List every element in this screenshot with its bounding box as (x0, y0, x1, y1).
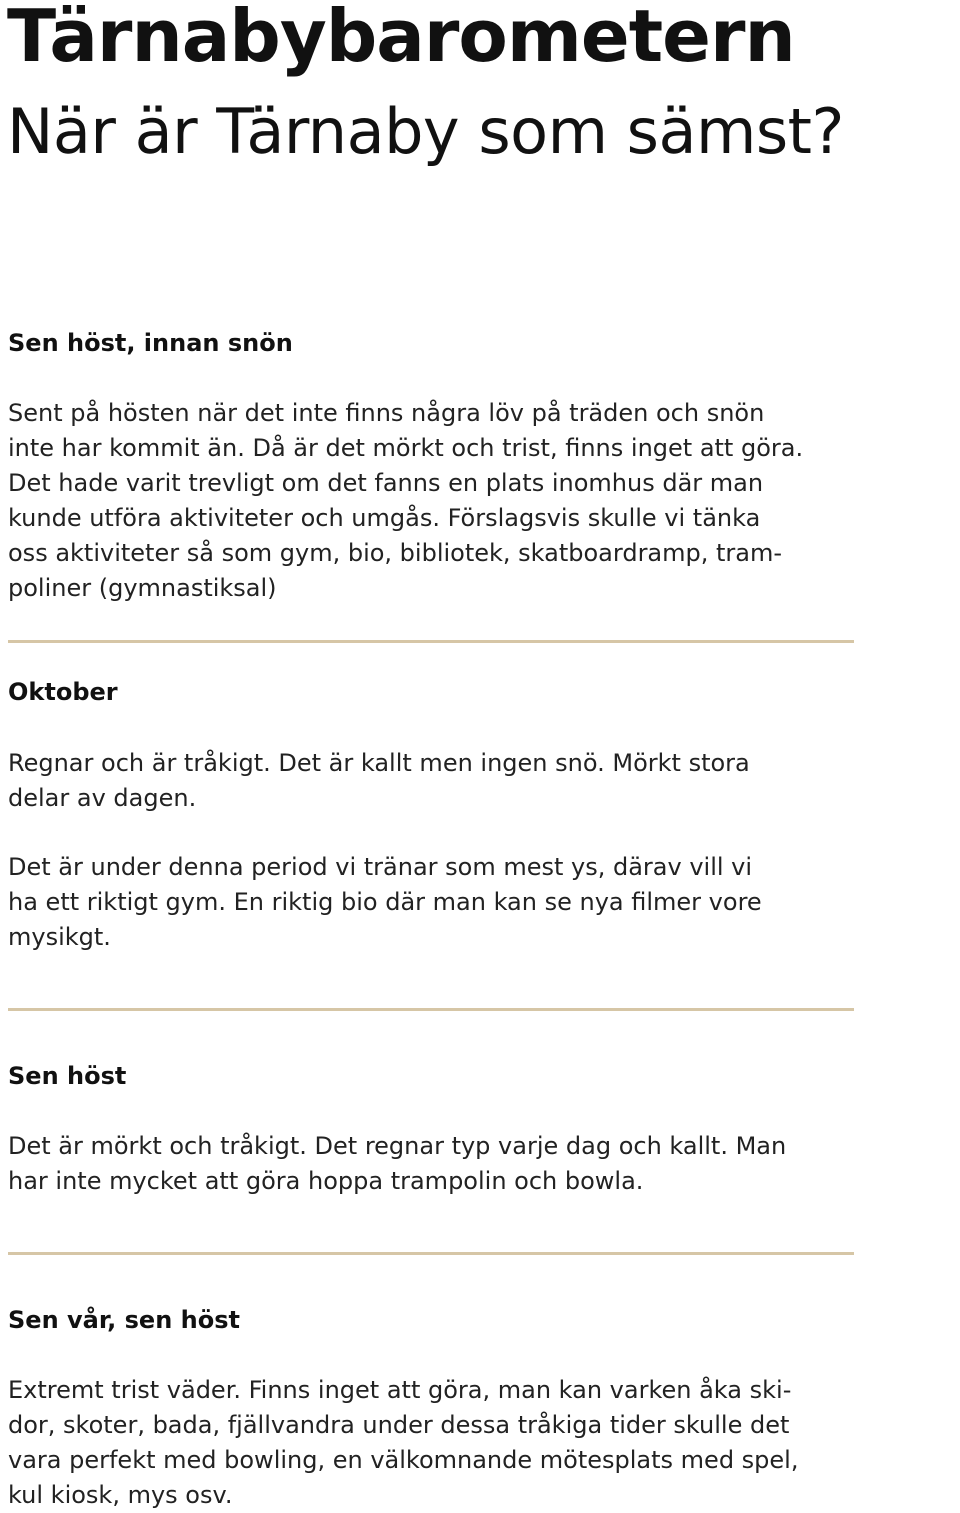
paragraph-line: Det hade varit trevligt om det fanns en plats inomhus där man (8, 469, 764, 497)
paragraph-line: ha ett riktigt gym. En riktig bio där man kan se nya filmer vore (8, 888, 762, 916)
section-paragraph (8, 850, 858, 955)
paragraph-line: poliner (gymnastiksal) (8, 574, 277, 602)
section-paragraph (8, 1373, 858, 1513)
paragraph-line: dor, skoter, bada, fjällvandra under dessa tråkiga tider skulle det (8, 1411, 790, 1439)
paragraph-line: Sent på hösten när det inte finns några löv på träden och snön (8, 399, 765, 427)
paragraph-line: kunde utföra aktiviteter och umgås. Förslagsvis skulle vi tänka (8, 504, 761, 532)
paragraph-line: Regnar och är tråkigt. Det är kallt men ingen snö. Mörkt stora (8, 749, 750, 777)
paragraph-line: inte har kommit än. Då är det mörkt och trist, finns inget att göra. (8, 434, 804, 462)
paragraph-line: Det är mörkt och tråkigt. Det regnar typ varje dag och kallt. Man (8, 1132, 787, 1160)
section-heading-sen-var-sen-host: Sen vår, sen höst (8, 1306, 240, 1334)
section-paragraph (8, 396, 858, 606)
paragraph-line: har inte mycket att göra hoppa trampolin och bowla. (8, 1167, 644, 1195)
section-divider (8, 1008, 854, 1011)
paragraph-line: Extremt trist väder. Finns inget att göra, man kan varken åka ski- (8, 1376, 792, 1404)
section-paragraph (8, 746, 858, 816)
paragraph-line: delar av dagen. (8, 784, 197, 812)
document-subtitle: När är Tärnaby som sämst? (7, 95, 844, 168)
paragraph-line: vara perfekt med bowling, en välkomnande mötesplats med spel, (8, 1446, 799, 1474)
section-heading-sen-host: Sen höst (8, 1062, 127, 1090)
section-divider (8, 640, 854, 643)
document-title: Tärnabybarometern (7, 0, 795, 78)
section-heading-oktober: Oktober (8, 678, 118, 706)
paragraph-line: mysikgt. (8, 923, 111, 951)
section-divider (8, 1252, 854, 1255)
section-heading-sen-host-innan-snon: Sen höst, innan snön (8, 329, 293, 357)
paragraph-line: kul kiosk, mys osv. (8, 1481, 233, 1509)
paragraph-line: Det är under denna period vi tränar som mest ys, därav vill vi (8, 853, 753, 881)
section-paragraph (8, 1129, 858, 1199)
paragraph-line: oss aktiviteter så som gym, bio, bibliotek, skatboardramp, tram- (8, 539, 783, 567)
